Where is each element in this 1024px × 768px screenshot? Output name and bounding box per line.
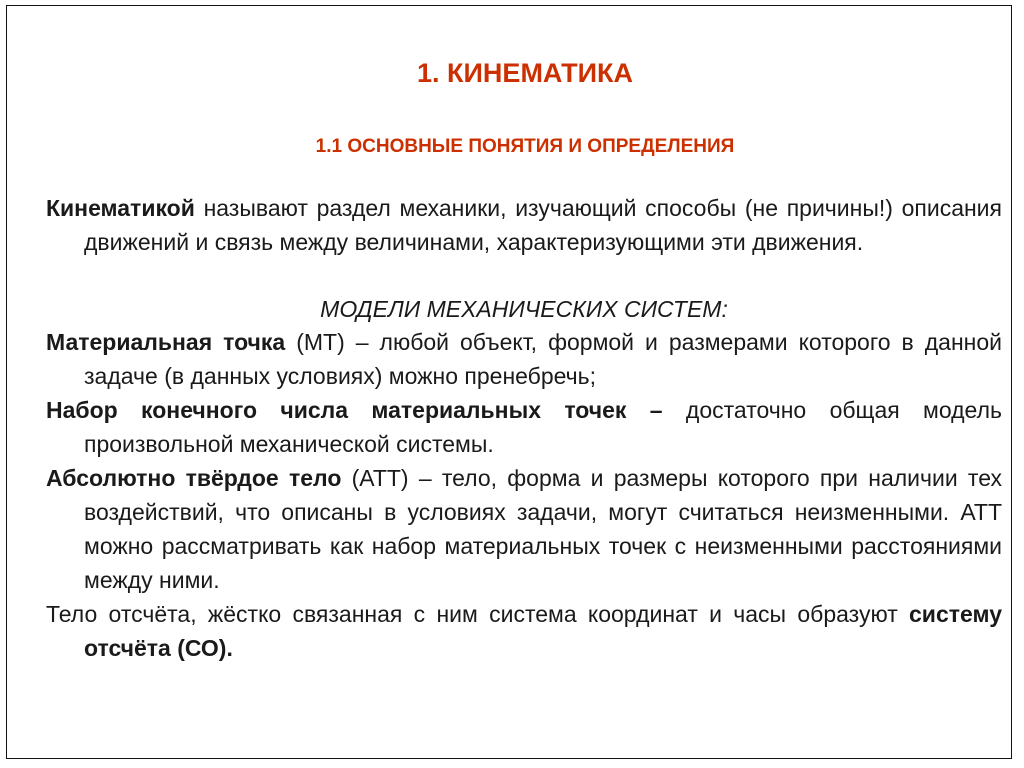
model-text: достаточно общая модель произвольной механической системы. xyxy=(84,397,1002,457)
slide-title: 1. КИНЕМАТИКА xyxy=(417,58,633,88)
model-text: (АТТ) – тело, форма и размеры которого при наличии тех воздействий, что описаны в условиях задачи, могут считаться неизменными. АТТ можно рассматривать как набор материальных точек с неизменными расстояниями между ними. xyxy=(84,465,1002,593)
definition-text: называют раздел механики, изучающий способы (не причины!) описания движений и связь между величинами, характеризующими эти движения. xyxy=(84,195,1002,255)
model-term: Абсолютно твёрдое тело xyxy=(46,465,342,491)
slide xyxy=(6,5,1012,759)
slide-body xyxy=(46,191,1002,665)
reference-frame-text: Тело отсчёта, жёстко связанная с ним система координат и часы образуют xyxy=(46,601,910,627)
model-point-set xyxy=(46,393,1002,461)
reference-frame xyxy=(46,597,1002,665)
kinematics-definition xyxy=(46,191,1002,259)
model-term: Материальная точка xyxy=(46,329,286,355)
definition-term: Кинематикой xyxy=(46,195,195,221)
models-heading: МОДЕЛИ МЕХАНИЧЕСКИХ СИСТЕМ: xyxy=(320,296,728,322)
reference-frame-term: систему отсчёта (СО). xyxy=(84,601,1002,661)
model-rigid-body xyxy=(46,461,1002,597)
slide-subtitle: 1.1 ОСНОВНЫЕ ПОНЯТИЯ И ОПРЕДЕЛЕНИЯ xyxy=(315,136,735,157)
model-text: (МТ) – любой объект, формой и размерами которого в данной задаче (в данных условиях) можно пренебречь; xyxy=(84,329,1002,389)
model-term: Набор конечного числа материальных точек – xyxy=(46,397,663,423)
model-material-point xyxy=(46,325,1002,393)
